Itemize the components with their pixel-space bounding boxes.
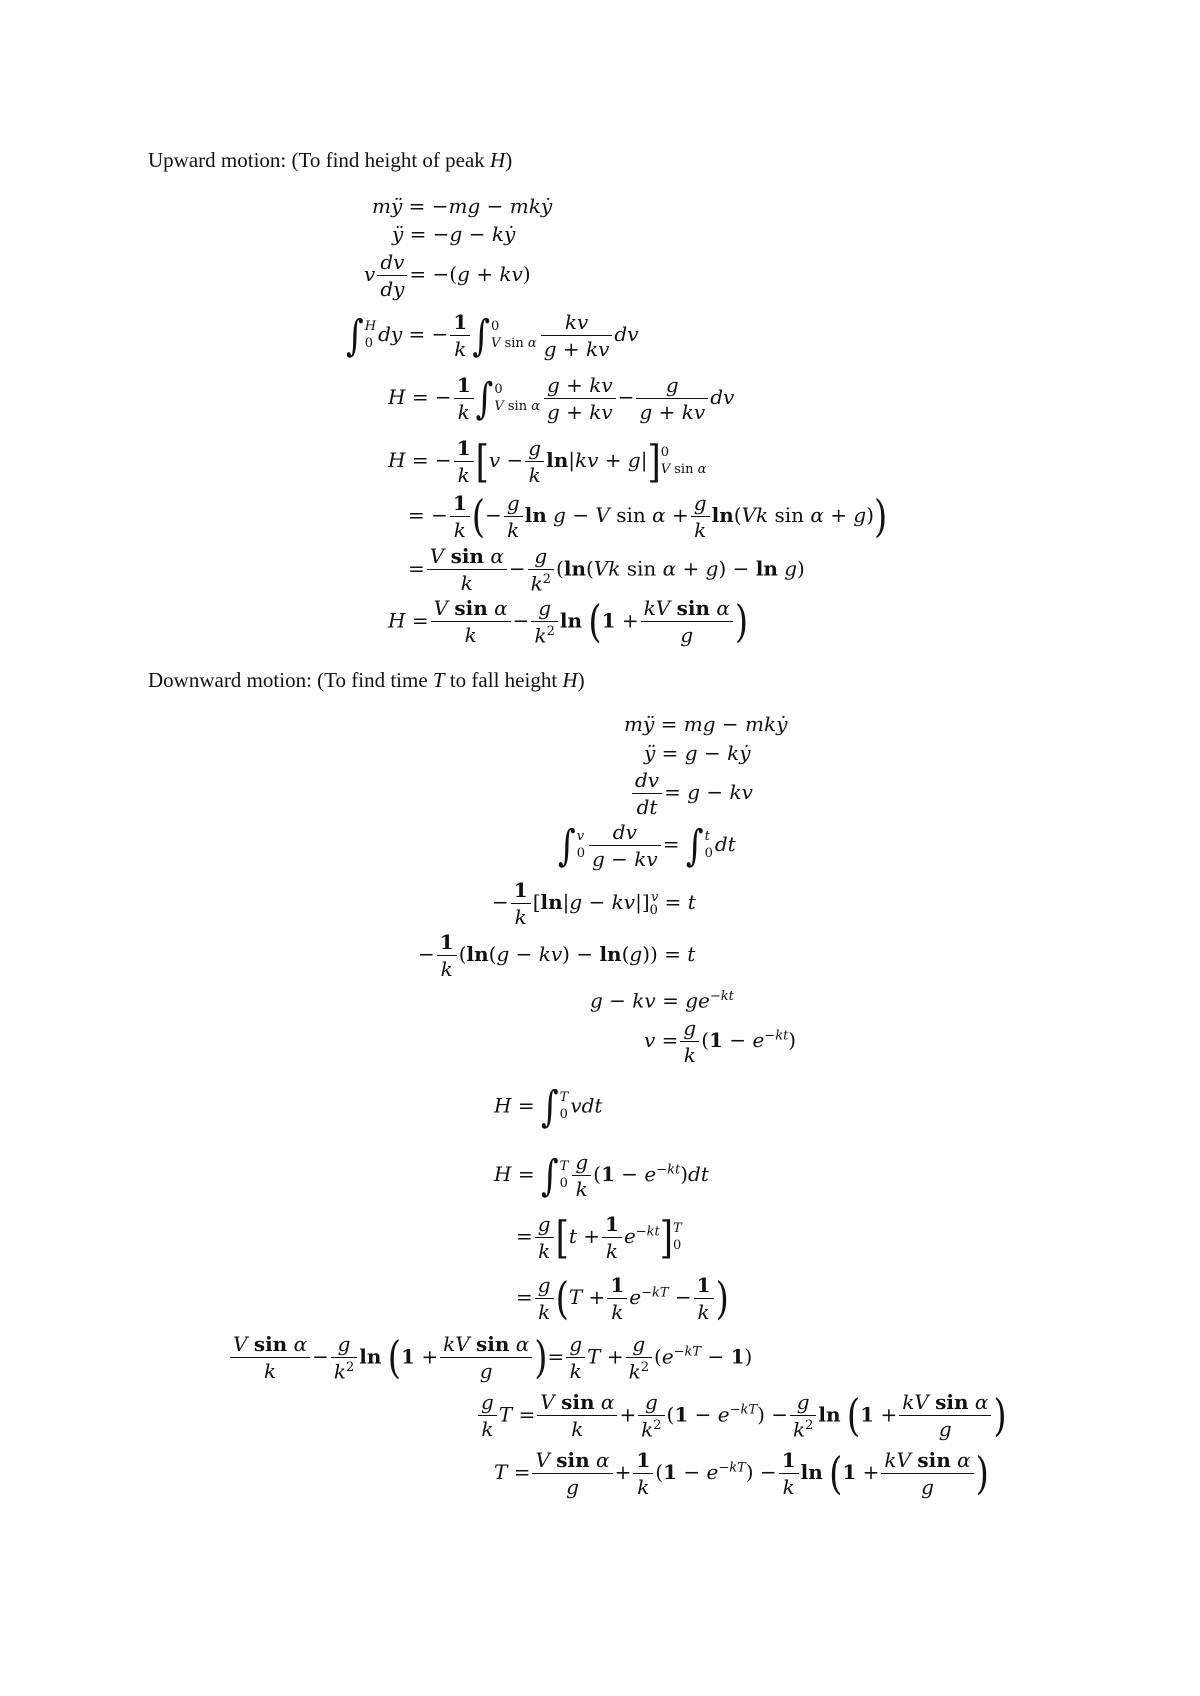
eq-down-6: − $\frac{1}{k}$ (ln(g − kv) − ln(g)) = t: [418, 930, 696, 981]
eq-down-2: ÿ = g − kẏ: [644, 741, 751, 765]
eq-down-1: mÿ = mg − mkẏ: [624, 712, 788, 736]
eq-up-8: = $\frac{\text{V sin α}}{k}$ − $\frac{g}{k^2}$ (ln(Vk sin α + g) − ln g): [408, 544, 805, 596]
eq-up-4: ∫ H 0 dy = − $\frac{1}{k}$ ∫ 0 V sin α $\frac{kv}{g + kv}$ dv: [346, 310, 639, 361]
eq-down-14: $\frac{g}{k}$ T = $\frac{\text{V sin α}}{k}$ + $\frac{g}{k^2}$ $(1 - e^{-kT})$ − $\frac{g}{k^2}$ ln (1 + $\frac{\text{kV sin α}}{g}$ ): [476, 1392, 1007, 1440]
upward-heading-var: H: [490, 148, 506, 172]
eq-down-4: ∫ v 0 $\frac{dv}{g - kv}$ = ∫ t 0 dt: [558, 820, 736, 871]
downward-heading-text: Downward motion: (To find time: [148, 668, 433, 692]
eq-down-13: $\frac{\text{V sin α}}{k}$ − $\frac{g}{k^2}$ ln (1 + $\frac{\text{kV sin α}}{g}$ )= $\frac{g}{k}$ T + $\frac{g}{k^2}$ $(e^{-kT} - 1)$: [228, 1334, 752, 1382]
eq-up-3: v $\frac{dv}{dy}$ = −(g + kv): [364, 250, 531, 301]
eq-up-5: H = − $\frac{1}{k}$ ∫ 0 V sin α $\frac{g + kv}{g + kv}$ − $\frac{g}{g + kv}$ dv: [388, 373, 735, 424]
eq-down-3: $\frac{dv}{dt}$ = g − kv: [630, 770, 753, 817]
eq-up-6: H = − $\frac{1}{k}$ [v − $\frac{g}{k}$ ln|kv + g|] 0 V sin α: [388, 435, 707, 488]
downward-heading-mid: to fall height: [444, 668, 563, 692]
eq-up-2: ÿ = −g − kẏ: [392, 222, 516, 246]
eq-down-5: − $\frac{1}{k}$ $[\ln|g - kv|]_0^v = t$: [492, 878, 696, 929]
downward-heading-close: ): [577, 668, 585, 692]
eq-down-11: = $\frac{g}{k}$ [t + $\frac{1}{k}$ $e^{-kt}$] T 0: [516, 1211, 682, 1264]
eq-up-9: H = $\frac{\text{V sin α}}{k}$ − $\frac{g}{k^2}$ ln (1 + $\frac{\text{kV sin α}}{g}$ ): [388, 595, 749, 648]
eq-up-7: = − $\frac{1}{k}$ (− $\frac{g}{k}$ ln g − V sin α + $\frac{g}{k}$ ln(Vk sin α + g)): [408, 490, 888, 543]
eq-down-12: = $\frac{g}{k}$ (T + $\frac{1}{k}$ $e^{-kT}$ − $\frac{1}{k}$ ): [516, 1272, 729, 1325]
eq-up-1: mÿ = −mg − mkẏ: [372, 194, 553, 218]
upward-heading-text: Upward motion: (To find height of peak: [148, 148, 491, 172]
eq-down-7: g − kv = $ge^{-kt}$: [590, 988, 734, 1013]
eq-down-15: T = $\frac{\text{V sin α}}{g}$ + $\frac{1}{k}$ $(1 - e^{-kT})$ − $\frac{1}{k}$ ln (1 + $\frac{\text{kV sin α}}{g}$ ): [494, 1447, 989, 1500]
upward-motion-heading: [148, 148, 512, 173]
downward-motion-heading: [148, 668, 585, 693]
downward-heading-var: T: [432, 668, 445, 692]
downward-heading-var2: H: [562, 668, 578, 692]
eq-down-10: H = ∫ T 0 $\frac{g}{k}$ $(1 - e^{-kt})dt$: [494, 1150, 709, 1201]
eq-down-9: H = ∫ T 0 vdt: [494, 1082, 603, 1132]
upward-heading-close: ): [505, 148, 513, 172]
eq-down-8: v = $\frac{g}{k}$ $(1 - e^{-kt})$: [644, 1016, 797, 1067]
